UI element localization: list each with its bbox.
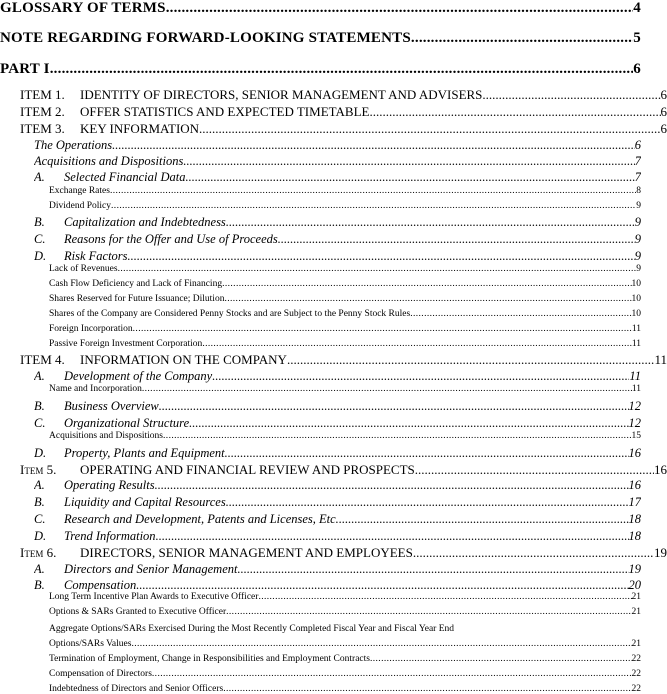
dot-leader [411, 30, 633, 47]
toc-page-number: 19 [628, 562, 641, 576]
toc-entry-number: Item 6. [20, 545, 57, 560]
toc-page-number: 21 [631, 607, 641, 617]
toc-entry[interactable] [49, 324, 641, 334]
toc-entry-title: IDENTITY OF DIRECTORS, SENIOR MANAGEMENT AND ADVISERS [80, 87, 483, 102]
dot-leader [226, 607, 631, 617]
toc-entry-number: A. [34, 562, 45, 576]
dot-leader [152, 669, 632, 679]
toc-entry-number: A. [34, 369, 45, 383]
toc-page-number: 9 [636, 201, 641, 211]
dot-leader [111, 201, 636, 211]
dot-leader [278, 232, 635, 247]
toc-entry[interactable] [49, 294, 641, 304]
toc-entry-title: Options & SARs Granted to Executive Officer [49, 607, 227, 617]
toc-entry-title: INFORMATION ON THE COMPANY [80, 352, 287, 367]
toc-page-number: 8 [636, 186, 641, 196]
toc-entry[interactable] [34, 170, 641, 185]
toc-page-number: 6 [634, 138, 641, 152]
toc-entry[interactable] [20, 87, 667, 103]
dot-leader [258, 592, 631, 602]
toc-entry[interactable] [34, 562, 641, 577]
dot-leader [223, 684, 631, 694]
toc-entry[interactable] [0, 61, 641, 78]
toc-entry-title: Long Term Incentive Plan Awards to Executive Officer [49, 592, 259, 602]
dot-leader [133, 324, 632, 334]
toc-page-number: 10 [631, 309, 641, 319]
toc-entry[interactable] [49, 384, 641, 394]
toc-page-number: 21 [631, 592, 641, 602]
toc-entry[interactable] [34, 232, 641, 247]
dot-leader [212, 369, 629, 384]
dot-leader [163, 431, 631, 441]
toc-page-number: 11 [631, 324, 641, 334]
toc-entry[interactable] [34, 416, 641, 431]
toc-page-number: 5 [633, 30, 641, 46]
toc-entry[interactable] [49, 684, 641, 694]
toc-entry-title: Shares of the Company are Considered Penny Stocks and are Subject to the Penny Stock Rules [49, 309, 411, 319]
toc-page-number: 12 [628, 416, 641, 430]
toc-entry[interactable] [20, 462, 667, 478]
toc-entry-number: C. [34, 232, 46, 246]
toc-entry[interactable] [34, 154, 641, 169]
dot-leader [50, 61, 634, 78]
toc-entry[interactable] [49, 639, 641, 649]
toc-entry-title: Shares Reserved for Future Issuance; Dilution [49, 294, 225, 304]
toc-entry[interactable] [34, 215, 641, 230]
toc-entry[interactable] [0, 0, 641, 17]
dot-leader [339, 512, 629, 527]
dot-leader [225, 446, 629, 461]
dot-leader [166, 0, 634, 17]
toc-entry-title: Passive Foreign Investment Corporation [49, 339, 203, 349]
dot-leader [369, 104, 660, 120]
dot-leader [370, 654, 632, 664]
toc-page-number: 21 [631, 639, 641, 649]
toc-entry[interactable] [20, 104, 667, 120]
toc-entry[interactable] [49, 592, 641, 602]
toc-entry[interactable] [20, 352, 667, 368]
toc-entry-title: OPERATING AND FINANCIAL REVIEW AND PROSPECTS [80, 462, 415, 477]
toc-entry-title: The Operations [34, 138, 113, 152]
toc-entry-number: B. [34, 495, 45, 509]
dot-leader [189, 416, 628, 431]
toc-entry[interactable] [49, 607, 641, 617]
toc-entry-number: ITEM 2. [20, 104, 65, 119]
toc-entry-title: Cash Flow Deficiency and Lack of Financing [49, 279, 223, 289]
toc-entry-title: Indebtedness of Directors and Senior Officers [49, 684, 224, 694]
toc-entry-number: Item 5. [20, 462, 57, 477]
toc-entry-title: Research and Development, Patents and Licenses, Etc. [64, 512, 339, 526]
toc-entry-title: PART I [0, 61, 50, 77]
toc-page-number: 16 [628, 446, 641, 460]
toc-page-number: 10 [631, 294, 641, 304]
toc-entry-number: B. [34, 399, 45, 413]
toc-page-number: 4 [633, 0, 641, 16]
toc-entry-title: Acquisitions and Dispositions [34, 154, 184, 168]
toc-entry[interactable] [20, 545, 667, 561]
dot-leader [413, 545, 654, 561]
toc-entry-number: B. [34, 578, 45, 592]
toc-page-number: 16 [654, 462, 667, 477]
toc-entry[interactable] [34, 478, 641, 493]
dot-leader [186, 170, 635, 185]
dot-leader [136, 578, 628, 593]
toc-entry-number: ITEM 3. [20, 121, 65, 136]
toc-entry[interactable] [34, 495, 641, 510]
dot-leader [482, 87, 660, 103]
toc-entry[interactable] [49, 431, 641, 441]
dot-leader [142, 384, 632, 394]
toc-entry-title: Exchange Rates [49, 186, 110, 196]
toc-page-number: 22 [631, 684, 641, 694]
toc-page-number: 6 [660, 87, 667, 102]
toc-entry-title: GLOSSARY OF TERMS [0, 0, 166, 16]
toc-entry-title: Lack of Revenues [49, 264, 118, 274]
toc-page-number: 16 [628, 478, 641, 492]
toc-entry[interactable] [49, 339, 641, 349]
toc-entry-title: DIRECTORS, SENIOR MANAGEMENT AND EMPLOYEES [80, 545, 413, 560]
toc-entry-title: Aggregate Options/SARs Exercised During the Most Recently Completed Fiscal Year and Fiscal Year End [49, 624, 455, 634]
dot-leader [224, 294, 631, 304]
toc-entry[interactable] [49, 624, 641, 634]
toc-entry-title: Directors and Senior Management [64, 562, 238, 576]
toc-entry-number: B. [34, 215, 45, 229]
toc-page-number: 11 [631, 339, 641, 349]
dot-leader [183, 154, 634, 169]
toc-page-number: 19 [654, 545, 667, 560]
toc-page-number: 9 [634, 249, 641, 263]
toc-page-number: 6 [660, 104, 667, 119]
toc-entry-title: NOTE REGARDING FORWARD-LOOKING STATEMENTS [0, 30, 411, 46]
toc-page-number: 11 [629, 369, 641, 383]
toc-entry[interactable] [0, 30, 641, 47]
dot-leader [128, 249, 635, 264]
toc-page-number: 17 [628, 495, 641, 509]
toc-entry-title: Foreign Incorporation [49, 324, 133, 334]
dot-leader [156, 529, 629, 544]
toc-entry[interactable] [49, 309, 641, 319]
toc-entry-title: Compensation of Directors [49, 669, 152, 679]
dot-leader [110, 186, 636, 196]
toc-page-number: 20 [628, 578, 641, 592]
toc-entry-title: Liquidity and Capital Resources [64, 495, 226, 509]
toc-entry[interactable] [49, 201, 641, 211]
dot-leader [131, 639, 631, 649]
toc-page-number: 9 [634, 215, 641, 229]
toc-page-number: 22 [631, 654, 641, 664]
toc-entry-number: A. [34, 478, 45, 492]
toc-entry[interactable] [34, 369, 641, 384]
toc-entry[interactable] [49, 669, 641, 679]
dot-leader [112, 138, 635, 153]
toc-entry-title: Reasons for the Offer and Use of Proceeds [64, 232, 278, 246]
toc-entry[interactable] [34, 446, 641, 461]
toc-page-number: 7 [634, 154, 641, 168]
toc-page-number: 22 [631, 669, 641, 679]
dot-leader [287, 352, 655, 368]
toc-page-number: 6 [660, 121, 667, 136]
toc-entry-number: ITEM 1. [20, 87, 65, 102]
toc-entry-number: C. [34, 416, 46, 430]
toc-entry-number: D. [34, 249, 47, 263]
dot-leader [118, 264, 637, 274]
toc-page-number: 15 [631, 431, 641, 441]
toc-entry-title: Capitalization and Indebtedness [64, 215, 226, 229]
toc-entry-title: Dividend Policy [49, 201, 112, 211]
toc-entry[interactable] [49, 654, 641, 664]
toc-page-number: 10 [631, 279, 641, 289]
toc-entry[interactable] [49, 264, 641, 274]
toc-page-number: 11 [631, 384, 641, 394]
toc-entry[interactable] [34, 512, 641, 527]
toc-entry-title: Acquisitions and Dispositions [49, 431, 164, 441]
toc-entry[interactable] [34, 529, 641, 544]
dot-leader [226, 495, 629, 510]
toc-entry[interactable] [49, 186, 641, 196]
toc-page-number: 6 [633, 61, 641, 77]
toc-entry[interactable] [20, 121, 667, 137]
toc-page-number: 18 [628, 512, 641, 526]
toc-page-number: 12 [628, 399, 641, 413]
toc-entry[interactable] [49, 279, 641, 289]
toc-entry-number: D. [34, 446, 47, 460]
dot-leader [237, 562, 628, 577]
toc-entry[interactable] [34, 578, 641, 593]
toc-page-number: 7 [634, 170, 641, 184]
toc-entry-title: Name and Incorporation [49, 384, 142, 394]
toc-entry-title: Development of the Company [64, 369, 213, 383]
toc-page-number: 11 [654, 352, 667, 367]
toc-entry-title: Termination of Employment, Change in Responsibilities and Employment Contracts [49, 654, 370, 664]
toc-entry-title: OFFER STATISTICS AND EXPECTED TIMETABLE [80, 104, 370, 119]
toc-entry-title: Selected Financial Data [64, 170, 186, 184]
toc-entry-title: Options/SARs Values [49, 639, 132, 649]
toc-entry[interactable] [34, 249, 641, 264]
dot-leader [159, 399, 629, 414]
toc-entry-title: Business Overview [64, 399, 159, 413]
dot-leader [415, 462, 654, 478]
dot-leader [155, 478, 629, 493]
toc-entry-number: ITEM 4. [20, 352, 65, 367]
toc-entry-title: Organizational Structure [64, 416, 190, 430]
toc-page-number: 18 [628, 529, 641, 543]
toc-entry[interactable] [34, 138, 641, 153]
toc-page-number: 9 [634, 232, 641, 246]
dot-leader [202, 339, 632, 349]
toc-entry-title: Risk Factors [64, 249, 128, 263]
toc-entry-number: A. [34, 170, 45, 184]
dot-leader [199, 121, 660, 137]
toc-entry[interactable] [34, 399, 641, 414]
toc-entry-title: Trend Information [64, 529, 156, 543]
dot-leader [410, 309, 631, 319]
toc-page-number: 9 [636, 264, 641, 274]
toc-entry-title: Property, Plants and Equipment [64, 446, 225, 460]
toc-entry-title: Operating Results [64, 478, 155, 492]
dot-leader [226, 215, 635, 230]
toc-entry-number: D. [34, 529, 47, 543]
dot-leader [222, 279, 631, 289]
toc-entry-title: Compensation [64, 578, 137, 592]
toc-entry-number: C. [34, 512, 46, 526]
toc-entry-title: KEY INFORMATION [80, 121, 200, 136]
